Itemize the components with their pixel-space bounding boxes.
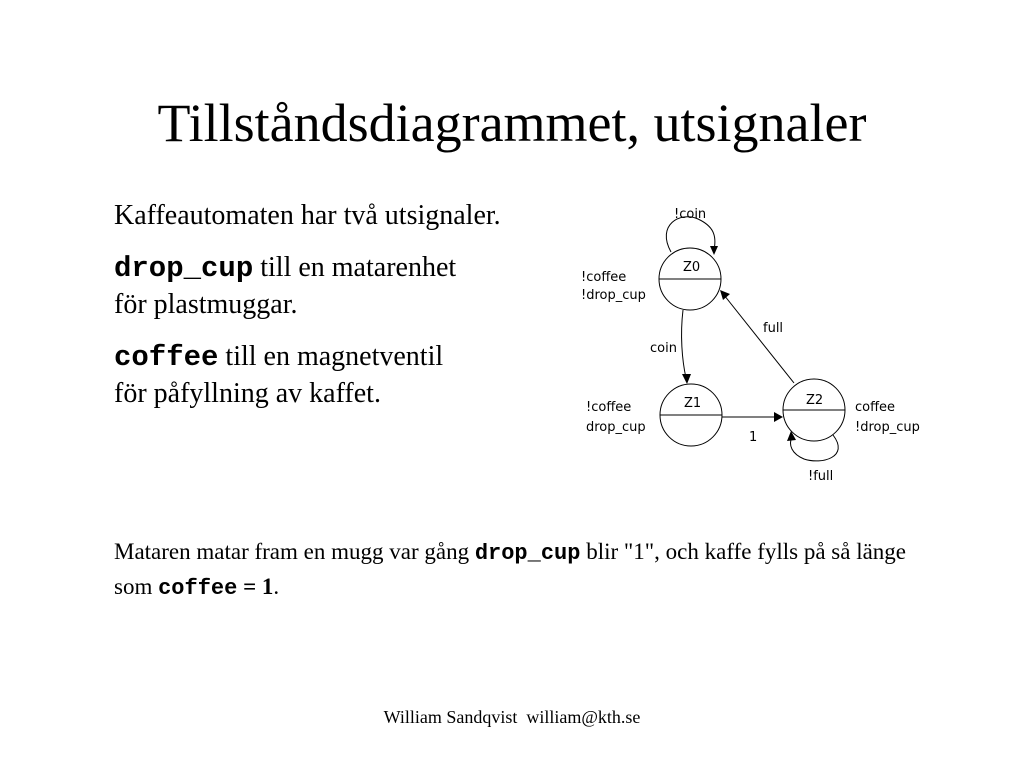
- signal-description: [114, 198, 574, 428]
- state-z2-output-2: !drop_cup: [855, 420, 920, 435]
- bottom-text-part1: Mataren matar fram en mugg var gång: [114, 539, 475, 564]
- state-diagram: [570, 195, 950, 495]
- drop-cup-description: [114, 250, 574, 323]
- bottom-code-coffee: coffee: [158, 576, 238, 601]
- bottom-explanation: [114, 535, 934, 605]
- transition-z2-z0: [724, 295, 794, 383]
- arrowhead-z2-z0: [720, 290, 730, 300]
- state-z2-label: Z2: [806, 393, 824, 408]
- bottom-text-part3: .: [273, 574, 280, 599]
- state-z0-label: Z0: [683, 260, 701, 275]
- drop-cup-signal-name: drop_cup: [114, 252, 254, 285]
- slide-title: Tillståndsdiagrammet, utsignaler: [157, 93, 867, 153]
- footer-author: William Sandqvist william@kth.se: [383, 707, 641, 727]
- drop-cup-desc-line1: till en matarenhet: [253, 252, 457, 283]
- drop-cup-desc-line2: för plastmuggar.: [114, 289, 298, 320]
- bottom-equals-one: = 1: [237, 574, 274, 599]
- label-one: 1: [749, 430, 758, 445]
- state-z1-label: Z1: [684, 396, 702, 411]
- coffee-desc-line2: för påfyllning av kaffet.: [114, 378, 381, 409]
- state-z0-output-2: !drop_cup: [581, 288, 646, 303]
- state-z1-output-2: drop_cup: [586, 420, 646, 435]
- transition-z0-z1: [682, 310, 686, 378]
- arrowhead-z0-z1: [682, 374, 691, 384]
- arrowhead-z1-z2: [774, 412, 783, 422]
- state-z0-output-1: !coffee: [581, 270, 627, 285]
- intro-text: Kaffeautomaten har två utsignaler.: [114, 200, 501, 231]
- label-not-coin: !coin: [674, 207, 707, 222]
- coffee-signal-name: coffee: [114, 341, 219, 374]
- transition-z0-self: [666, 217, 715, 252]
- arrowhead-z0-self: [710, 246, 718, 255]
- coffee-description: [114, 339, 574, 412]
- label-not-full: !full: [808, 469, 834, 484]
- state-z1-output-1: !coffee: [586, 400, 632, 415]
- label-coin: coin: [650, 341, 677, 356]
- label-full: full: [763, 321, 784, 336]
- bottom-code-drop-cup: drop_cup: [474, 541, 581, 566]
- state-z2-output-1: coffee: [855, 400, 896, 415]
- bottom-text-part2: blir "1", och kaffe fylls på så länge som: [114, 539, 907, 599]
- coffee-desc-line1: till en magnetventil: [218, 341, 444, 372]
